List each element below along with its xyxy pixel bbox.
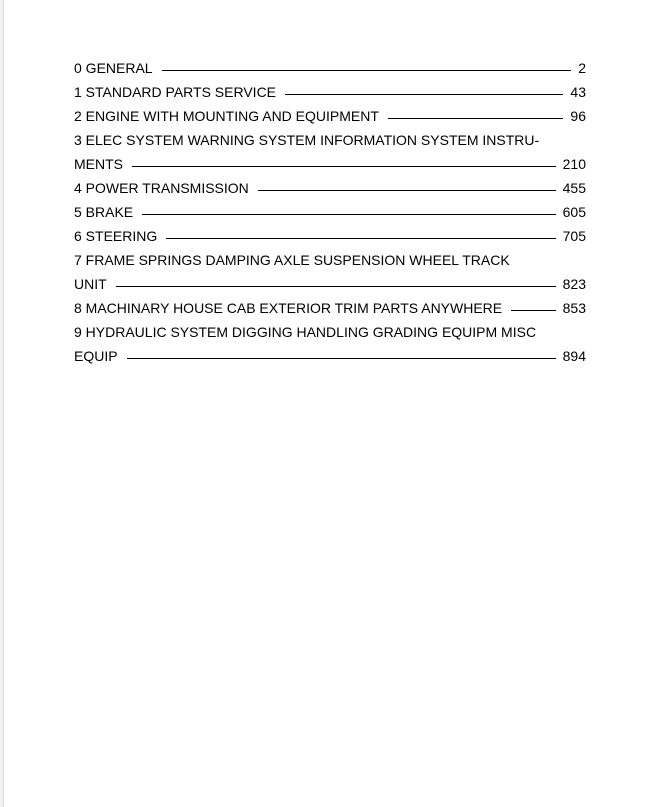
toc-leader-line xyxy=(127,358,556,359)
toc-entry-hydraulic-system[interactable] xyxy=(74,320,586,368)
toc-entry-label-line2: EQUIP xyxy=(74,348,118,364)
toc-leader-line xyxy=(166,238,555,239)
toc-entry-label-line1: 9 HYDRAULIC SYSTEM DIGGING HANDLING GRADING EQUIPM MISC xyxy=(74,324,537,340)
toc-entry-elec-system[interactable] xyxy=(74,128,586,176)
toc-entry-machinary-house[interactable] xyxy=(74,296,586,320)
toc-entry-label: 0 GENERAL xyxy=(74,60,153,76)
toc-entry-standard-parts-service[interactable] xyxy=(74,80,586,104)
toc-page-number: 705 xyxy=(562,228,586,244)
toc-entry-label-line1: 7 FRAME SPRINGS DAMPING AXLE SUSPENSION WHEEL TRACK xyxy=(74,252,510,268)
toc-leader-line xyxy=(162,70,572,71)
toc-page-number: 605 xyxy=(562,204,586,220)
toc-leader-line xyxy=(142,214,556,215)
toc-entry-label: 6 STEERING xyxy=(74,228,158,244)
toc-entry-steering[interactable] xyxy=(74,224,586,248)
toc-entry-power-transmission[interactable] xyxy=(74,176,586,200)
toc-page-number: 894 xyxy=(562,348,586,364)
toc-entry-label-line2: UNIT xyxy=(74,276,107,292)
toc-leader-line xyxy=(388,118,564,119)
toc-leader-line xyxy=(132,166,556,167)
toc-entry-label: 5 BRAKE xyxy=(74,204,134,220)
toc-entry-label-line2: MENTS xyxy=(74,156,123,172)
toc-entry-label-line1: 3 ELEC SYSTEM WARNING SYSTEM INFORMATION SYSTEM INSTRU- xyxy=(74,132,540,148)
toc-entry-label: 1 STANDARD PARTS SERVICE xyxy=(74,84,277,100)
toc-entry-label: 4 POWER TRANSMISSION xyxy=(74,180,249,196)
toc-page-number: 853 xyxy=(562,300,586,316)
toc-leader-line xyxy=(511,310,556,311)
toc-page-number: 455 xyxy=(562,180,586,196)
toc-entry-label: 8 MACHINARY HOUSE CAB EXTERIOR TRIM PARTS ANYWHERE xyxy=(74,300,503,316)
toc-page-number: 823 xyxy=(562,276,586,292)
toc-page-number: 210 xyxy=(562,156,586,172)
document-page xyxy=(3,0,653,807)
toc-page-number: 2 xyxy=(578,60,586,76)
toc-leader-line xyxy=(285,94,563,95)
toc-leader-line xyxy=(116,286,556,287)
toc-entry-general[interactable] xyxy=(74,56,586,80)
toc-page-number: 43 xyxy=(570,84,586,100)
toc-entry-brake[interactable] xyxy=(74,200,586,224)
toc-entry-engine[interactable] xyxy=(74,104,586,128)
toc-leader-line xyxy=(258,190,556,191)
toc-page-number: 96 xyxy=(570,108,586,124)
toc-entry-label: 2 ENGINE WITH MOUNTING AND EQUIPMENT xyxy=(74,108,379,124)
table-of-contents xyxy=(74,56,586,368)
toc-entry-frame-springs[interactable] xyxy=(74,248,586,296)
